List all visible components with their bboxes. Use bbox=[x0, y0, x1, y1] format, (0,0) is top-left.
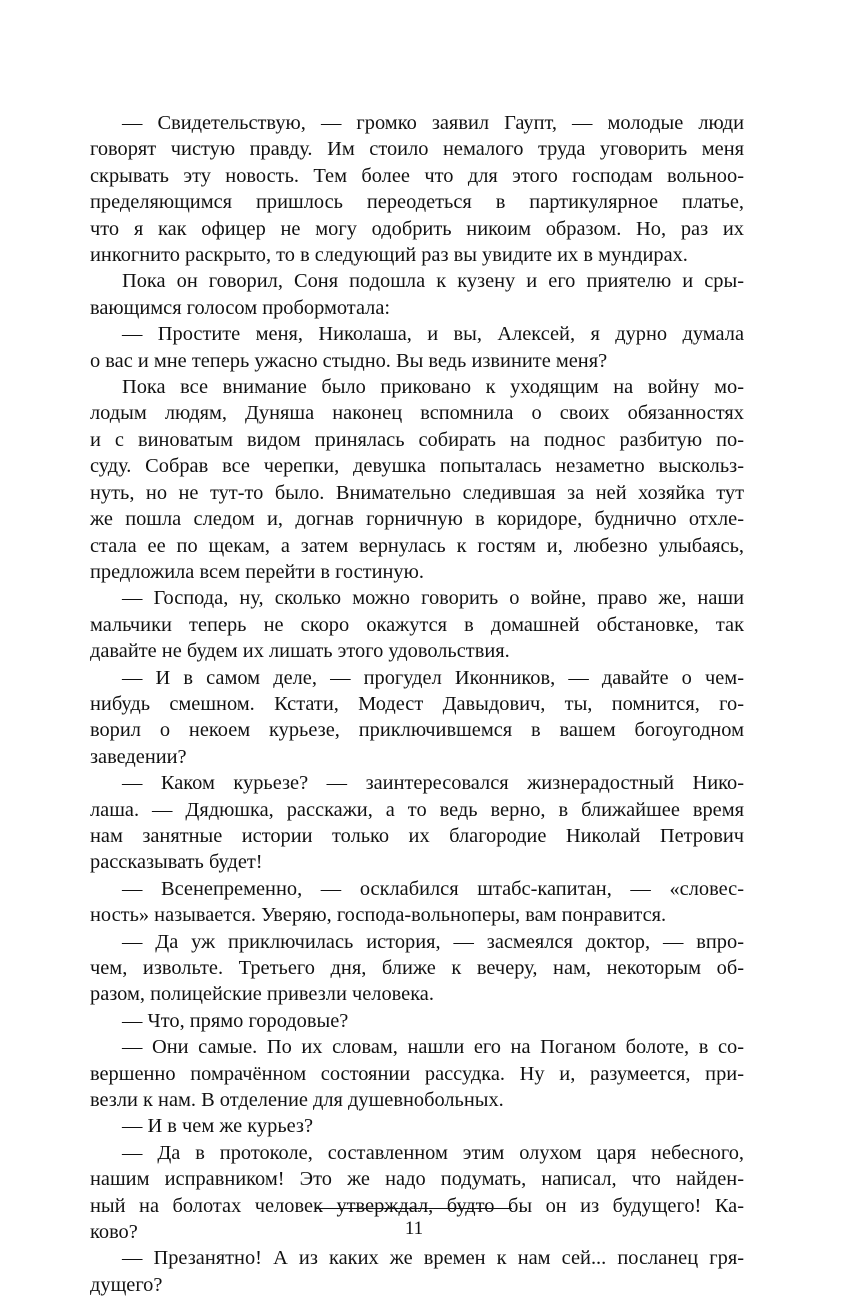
text-line: давайте не будем их лишать этого удовольствия. bbox=[90, 640, 510, 663]
text-line: — Свидетельствую, — громко заявил Гаупт, — молодые люди bbox=[122, 112, 744, 134]
text-line: пределяющимся пришлось переодеться в партикулярное платье, bbox=[90, 191, 744, 214]
text-line: — И в самом деле, — прогудел Иконников, — давайте о чем- bbox=[122, 666, 744, 689]
text-line: — Они самые. По их словам, нашли его на Поганом болоте, в со- bbox=[122, 1036, 744, 1059]
text-line: заведении? bbox=[90, 745, 187, 768]
text-line: — Каком курьезе? — заинтересовался жизнерадостный Нико- bbox=[122, 772, 744, 795]
text-line: рассказывать будет! bbox=[90, 851, 263, 874]
text-line: нам занятные истории только их благородие Николай Петрович bbox=[90, 824, 744, 847]
text-line: — Да уж приключилась история, — засмеялся доктор, — впро- bbox=[122, 930, 744, 953]
text-line: предложила всем перейти в гостиную. bbox=[90, 560, 424, 583]
text-line: ность» называется. Уверяю, господа-вольноперы, вам понравится. bbox=[90, 904, 667, 927]
text-line: же пошла следом и, догнав горничную в коридоре, буднично отхле- bbox=[90, 508, 744, 531]
text-line: Пока все внимание было приковано к уходящим на войну мо- bbox=[122, 376, 744, 399]
text-line: — Господа, ну, сколько можно говорить о войне, право же, наши bbox=[122, 587, 744, 610]
text-line: скрывать эту новость. Тем более что для этого господам вольноо- bbox=[90, 164, 744, 187]
text-line: что я как офицер не могу одобрить никоим образом. Но, раз их bbox=[90, 217, 744, 240]
text-line: везли к нам. В отделение для душевнобольных. bbox=[90, 1089, 504, 1112]
text-line: лодым людям, Дуняша наконец вспомнила о своих обязанностях bbox=[90, 402, 744, 425]
text-line: нуть, но не тут-то было. Внимательно следившая за ней хозяйка тут bbox=[90, 481, 744, 504]
text-line: говорят чистую правду. Им стоило немалого труда уговорить меня bbox=[90, 138, 744, 161]
text-line: — Да в протоколе, составленном этим олухом царя небесного, bbox=[122, 1141, 744, 1164]
text-line: стала ее по щекам, а затем вернулась к гостям и, любезно улыбаясь, bbox=[90, 534, 744, 557]
text-line: разом, полицейские привезли человека. bbox=[90, 983, 434, 1006]
text-line: — Всенепременно, — осклабился штабс-капитан, — «словес- bbox=[122, 877, 744, 900]
text-line: вершенно помрачённом состоянии рассудка. Ну и, разумеется, при- bbox=[90, 1062, 744, 1085]
footer-rule bbox=[316, 1208, 512, 1209]
text-line: ный на болотах человек утверждал, будто бы он из будущего! Ка- bbox=[90, 1194, 744, 1217]
text-line: нибудь смешном. Кстати, Модест Давыдович, ты, помнится, го- bbox=[90, 692, 744, 715]
text-line: суду. Собрав все черепки, девушка попыталась незаметно выскольз- bbox=[90, 455, 744, 478]
text-line: лаша. — Дядюшка, расскажи, а то ведь верно, в ближайшее время bbox=[90, 798, 744, 821]
text-line: мальчики теперь не скоро окажутся в домашней обстановке, так bbox=[90, 613, 744, 636]
text-line: чем, извольте. Третьего дня, ближе к вечеру, нам, некоторым об- bbox=[90, 957, 744, 979]
text-line: — Что, прямо городовые? bbox=[122, 1009, 349, 1032]
body-text bbox=[90, 110, 744, 1298]
text-line: — И в чем же курьез? bbox=[122, 1115, 314, 1138]
text-line: — Презанятно! А из каких же времен к нам сей... посланец гря- bbox=[122, 1247, 744, 1270]
text-line: вающимся голосом пробормотала: bbox=[90, 296, 391, 319]
text-line: ково? bbox=[90, 1221, 138, 1244]
text-line: дущего? bbox=[90, 1273, 163, 1296]
text-line: — Простите меня, Николаша, и вы, Алексей, я дурно думала bbox=[122, 323, 744, 346]
text-line: нашим исправником! Это же надо подумать, написал, что найден- bbox=[90, 1168, 744, 1191]
text-line: ворил о некоем курьезе, приключившемся в вашем богоугодном bbox=[90, 719, 744, 742]
page-number: 11 bbox=[404, 1218, 424, 1239]
text-line: Пока он говорил, Соня подошла к кузену и его приятелю и сры- bbox=[122, 270, 744, 293]
text-line: и с виноватым видом принялась собирать на поднос разбитую по- bbox=[90, 428, 744, 451]
text-line: о вас и мне теперь ужасно стыдно. Вы ведь извините меня? bbox=[90, 349, 608, 372]
text-line: инкогнито раскрыто, то в следующий раз вы увидите их в мундирах. bbox=[90, 244, 688, 267]
